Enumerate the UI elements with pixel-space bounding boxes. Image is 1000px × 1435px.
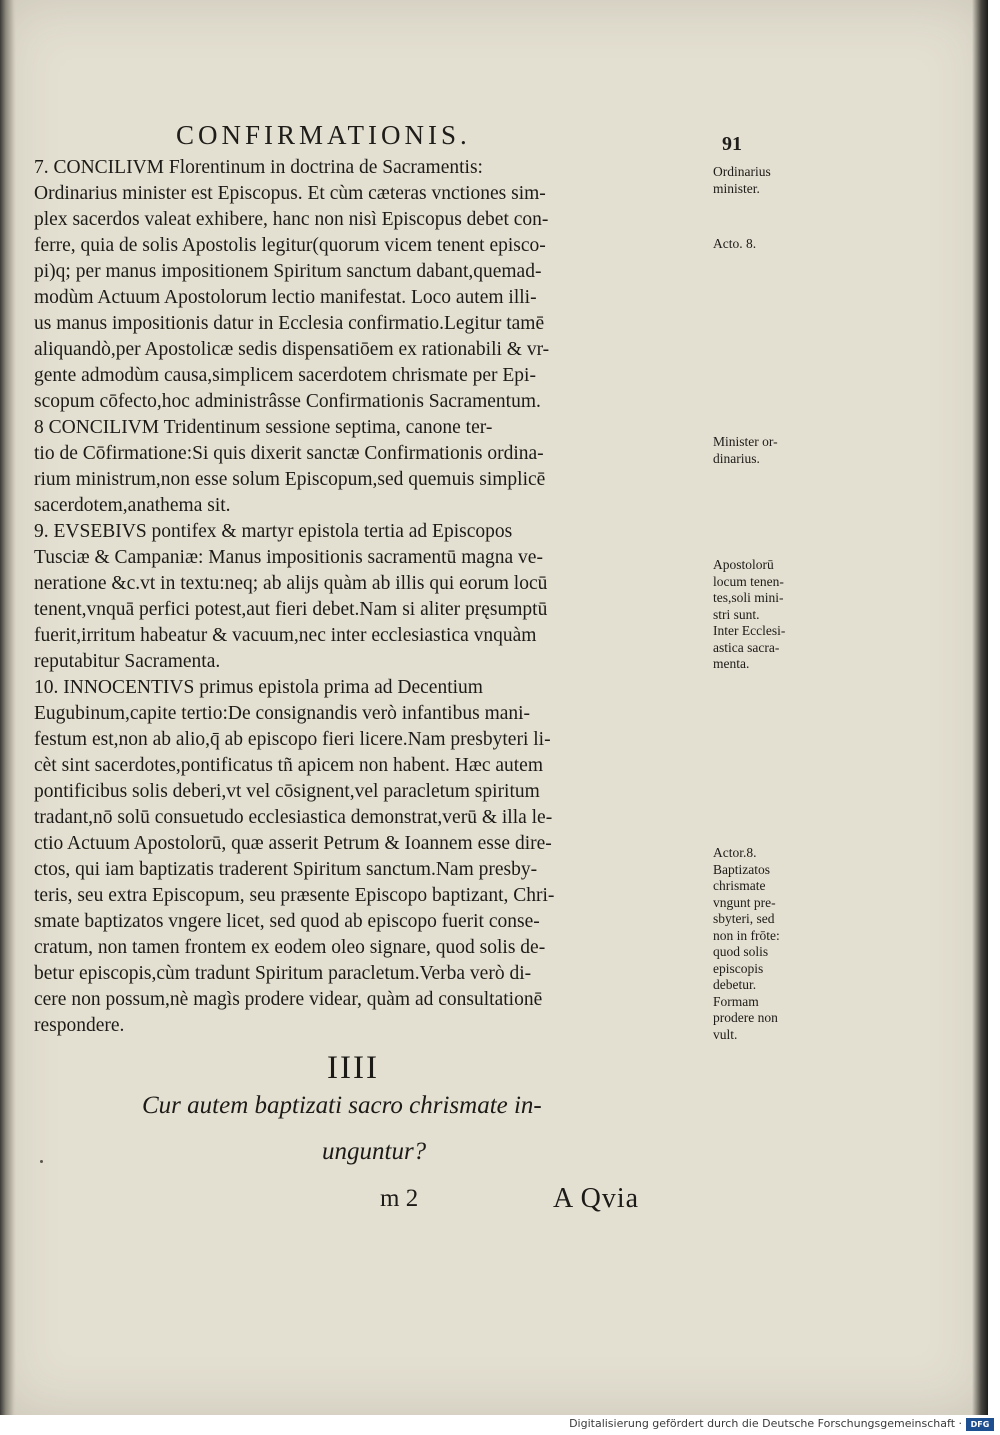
margin-note-line: tes,soli mini- xyxy=(713,590,784,605)
margin-note-line: quod solis xyxy=(713,944,769,959)
margin-note-line: chrismate xyxy=(713,878,766,893)
margin-note-line: vult. xyxy=(713,1026,738,1042)
text-line: pi)q; per manus impositionem Spiritum sanctum dabant,quemad- xyxy=(34,261,542,282)
margin-note-line: minister. xyxy=(713,180,760,196)
text-line: gente admodùm causa,simplicem sacerdotem chrismate per Epi- xyxy=(34,365,536,386)
text-line: respondere. xyxy=(34,1015,125,1036)
margin-note-line: prodere non xyxy=(713,1010,778,1025)
margin-note-line: Formam xyxy=(713,993,759,1009)
text-line: rium ministrum,non esse solum Episcopum,sed quemuis simplicē xyxy=(34,469,546,490)
text-line: plex sacerdos valeat exhibere, hanc non nisì Episcopus debet con- xyxy=(34,209,549,230)
margin-note-line: dinarius. xyxy=(713,450,760,466)
margin-note-line: episcopis xyxy=(713,960,764,976)
margin-note-line: Ordinarius xyxy=(713,164,771,179)
text-line: smate baptizatos vngere licet, sed quod ab episcopo fuerit conse- xyxy=(34,911,540,932)
text-line: teris, seu extra Episcopum, seu præsente Episcopo baptizant, Chri- xyxy=(34,885,555,906)
text-line: us manus impositionis datur in Ecclesia confirmatio.Legitur tamē xyxy=(34,313,545,334)
margin-note-actor xyxy=(713,845,825,1043)
text-line: 9. EVSEBIVS pontifex & martyr epistola tertia ad Episcopos xyxy=(34,521,513,542)
text-line: scopum cōfecto,hoc administrâsse Confirmationis Sacramentum. xyxy=(34,391,541,412)
margin-note-line: debetur. xyxy=(713,977,757,992)
text-line: modùm Actuum Apostolorum lectio manifestat. Loco autem illi- xyxy=(34,287,537,308)
text-line: tio de Cōfirmatione:Si quis dixerit sanctæ Confirmationis ordina- xyxy=(34,443,544,464)
text-line: sacerdotem,anathema sit. xyxy=(34,495,231,516)
text-line: tradant,nō solū consuetudo ecclesiastica demonstrat,verū & illa le- xyxy=(34,807,553,828)
margin-note-minister xyxy=(713,434,825,467)
page-edge-left xyxy=(0,0,16,1415)
text-line: ctio Actuum Apostolorū, quæ asserit Petrum & Ioannem esse dire- xyxy=(34,833,552,854)
text-line: aliquandò,per Apostolicæ sedis dispensatiōem ex rationabili & vr- xyxy=(34,339,550,360)
text-line: reputabitur Sacramenta. xyxy=(34,651,221,672)
text-line: Tusciæ & Campaniæ: Manus impositionis sacramentū magna ve- xyxy=(34,547,543,568)
margin-note-ordinarius xyxy=(713,164,825,197)
footer-credit: Digitalisierung gefördert durch die Deutsche Forschungsgemeinschaft · xyxy=(569,1417,962,1430)
text-line: 7. CONCILIVM Florentinum in doctrina de Sacramentis: xyxy=(34,157,483,178)
catchword: A Qvia xyxy=(553,1183,640,1214)
margin-note-line: Apostolorū xyxy=(713,557,774,572)
margin-note-line: astica sacra- xyxy=(713,639,780,655)
text-line: cratum, non tamen frontem ex eodem oleo signare, quod solis de- xyxy=(34,937,546,958)
question-heading-line-2: unguntur? xyxy=(322,1138,427,1165)
text-line: fuerit,irritum habeatur & vacuum,nec inter ecclesiastica vnquàm xyxy=(34,625,537,646)
text-line: cèt sint sacerdotes,pontificatus tñ apicem non habent. Hæc autem xyxy=(34,755,544,776)
text-line: pontificibus solis deberi,vt vel cōsignent,vel paracletum spiritum xyxy=(34,781,540,802)
ink-speck xyxy=(40,1160,43,1163)
page-edge-right xyxy=(972,0,988,1415)
running-header: CONFIRMATIONIS. xyxy=(176,120,471,150)
margin-note-acto xyxy=(713,236,825,253)
margin-note-line: locum tenen- xyxy=(713,573,784,589)
margin-note-line: sbyteri, sed xyxy=(713,911,775,926)
signature-mark: m 2 xyxy=(380,1185,419,1212)
text-line: ctos, qui iam baptizatis traderent Spiritum sanctum.Nam presby- xyxy=(34,859,538,880)
margin-note-line: stri sunt. xyxy=(713,606,760,622)
text-line: cere non possum,nè magìs prodere videar, quàm ad consultationē xyxy=(34,989,543,1010)
margin-note-line: menta. xyxy=(713,656,750,671)
text-line: 10. INNOCENTIVS primus epistola prima ad Decentium xyxy=(34,677,483,698)
question-heading-line-1: Cur autem baptizati sacro chrismate in- xyxy=(142,1092,542,1119)
margin-note-line: Actor.8. xyxy=(713,845,757,860)
margin-note-line: vngunt pre- xyxy=(713,894,776,910)
section-numeral: IIII xyxy=(327,1050,379,1086)
text-line: Eugubinum,capite tertio:De consignandis verò infantibus mani- xyxy=(34,703,531,724)
page-number: 91 xyxy=(722,133,742,155)
margin-note-line: Inter Ecclesi- xyxy=(713,623,786,638)
text-line: ferre, quia de solis Apostolis legitur(quorum vicem tenent episco- xyxy=(34,235,546,256)
text-line: neratione &c.vt in textu:neq; ab alijs quàm ab illis qui eorum locū xyxy=(34,573,548,594)
text-line: betur episcopis,cùm tradunt Spiritum paracletum.Verba verò di- xyxy=(34,963,532,984)
text-line: tenent,vnquā perfici potest,aut fieri debet.Nam si aliter pręsumptū xyxy=(34,599,548,620)
margin-note-apostolorum xyxy=(713,557,825,673)
margin-note-line: Minister or- xyxy=(713,434,778,449)
text-line: 8 CONCILIVM Tridentinum sessione septima, canone ter- xyxy=(34,417,493,438)
footer-bar xyxy=(0,1415,1000,1435)
text-line: festum est,non ab alio,q̄ ab episcopo fieri licere.Nam presbyteri li- xyxy=(34,729,551,750)
margin-note-line: Baptizatos xyxy=(713,861,770,877)
dfg-logo-icon[interactable]: DFG xyxy=(966,1418,994,1431)
margin-note-line: Acto. 8. xyxy=(713,236,757,251)
text-line: Ordinarius minister est Episcopus. Et cùm cæteras vnctiones sim- xyxy=(34,183,546,204)
margin-note-line: non in frōte: xyxy=(713,927,780,943)
